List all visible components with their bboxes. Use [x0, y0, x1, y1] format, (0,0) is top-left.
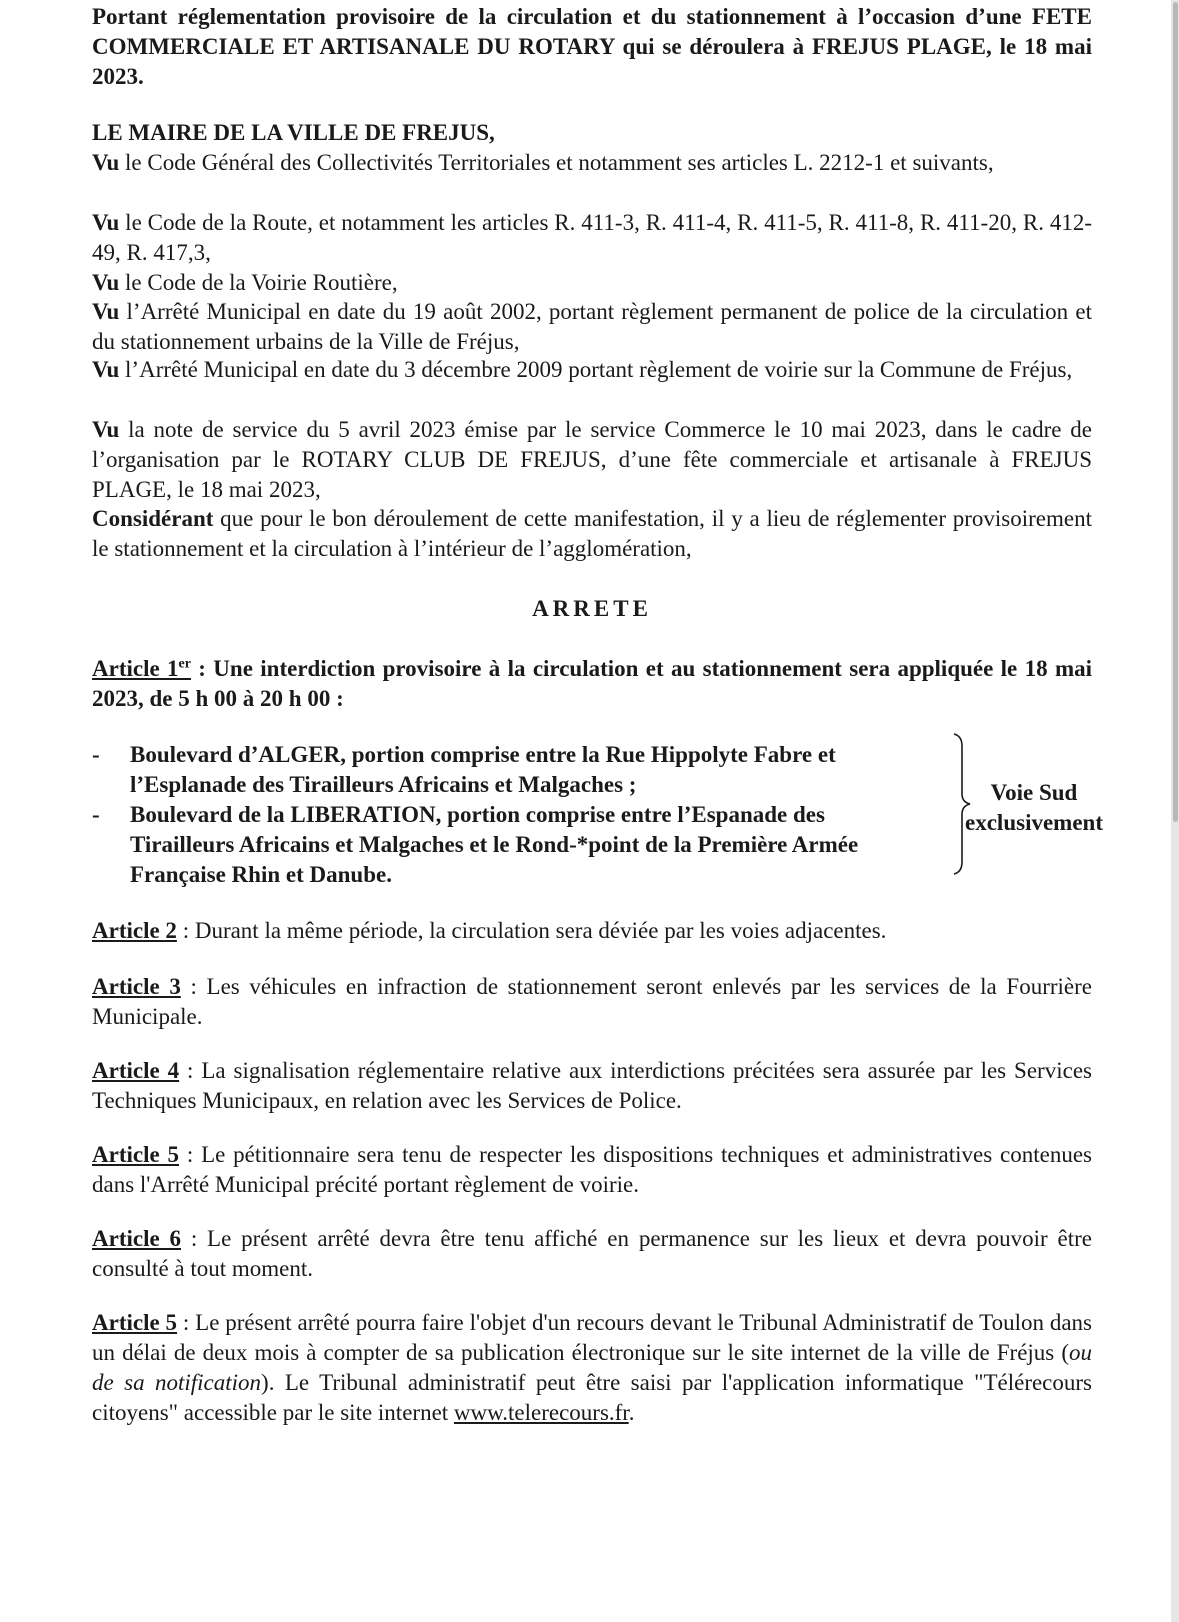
scrollbar[interactable] — [1171, 0, 1179, 1622]
mayor-heading: LE MAIRE DE LA VILLE DE FREJUS, — [92, 120, 495, 145]
article-1: Article 1er : Une interdiction provisoire à la circulation et au stationnement sera appliquée le 18 mai 2023, de 5 h 00 à 20 h 00 : — [92, 656, 1092, 711]
telerecours-link[interactable]: www.telerecours.fr — [453, 1400, 629, 1425]
vu-arrete-2009: Vu l’Arrêté Municipal en date du 3 décembre 2009 portant règlement de voirie sur la Commune de Fréjus, — [92, 357, 1073, 382]
vu-code-voirie: Vu le Code de la Voirie Routière, — [92, 270, 398, 295]
arrete-title: ARRETE — [532, 596, 652, 621]
decree-object: Portant réglementation provisoire de la circulation et du stationnement à l’occasion d’une FETE COMMERCIALE ET ARTISANALE DU ROTARY qui se déroulera à FREJUS PLAGE, le 18 mai 2023. — [92, 4, 1092, 89]
vu-code-route: Vu le Code de la Route, et notamment les articles R. 411-3, R. 411-4, R. 411-5, R. 411-8, R. 411-20, R. 412-49, R. 417,3, — [92, 210, 1092, 265]
article-recours: Article 5 : Le présent arrêté pourra faire l'objet d'un recours devant le Tribunal Administratif de Toulon dans un délai de deux mois à compter de sa publication électronique sur le site internet de la ville de Fréjus (ou de sa notification). Le Tribunal administratif peut être saisi par l'application informatique "Télérecours citoyens" accessible par le site internet www.telerecours.fr. — [92, 1310, 1093, 1425]
scrollbar-thumb[interactable] — [1173, 2, 1178, 822]
article-1-label: Article 1er — [92, 656, 191, 681]
vu-arrete-2002: Vu l’Arrêté Municipal en date du 19 août 2002, portant règlement permanent de police de la circulation et du stationnement urbains de la Ville de Fréjus, — [92, 299, 1092, 354]
article-4: Article 4 : La signalisation réglementaire relative aux interdictions précitées sera assurée par les Services Techniques Municipaux, en relation avec les Services de Police. — [92, 1058, 1092, 1113]
vu-cgct: Vu le Code Général des Collectivités Territoriales et notamment ses articles L. 2212-1 et suivants, — [92, 150, 994, 175]
article-6: Article 6 : Le présent arrêté devra être tenu affiché en permanence sur les lieux et devra pouvoir être consulté à tout moment. — [92, 1226, 1092, 1281]
vu-note-service: Vu la note de service du 5 avril 2023 émise par le service Commerce le 10 mai 2023, dans le cadre de l’organisation par le ROTARY CLUB DE FREJUS, d’une fête commerciale et artisanale à FREJUS PLAGE, le 18 mai 2023, — [92, 417, 1092, 502]
considerant: Considérant que pour le bon déroulement de cette manifestation, il y a lieu de réglementer provisoirement le stationnement et la circulation à l’intérieur de l’agglomération, — [92, 506, 1092, 561]
article-5: Article 5 : Le pétitionnaire sera tenu de respecter les dispositions techniques et administratives contenues dans l'Arrêté Municipal précité portant règlement de voirie. — [92, 1142, 1092, 1197]
article-2: Article 2 : Durant la même période, la circulation sera déviée par les voies adjacentes. — [92, 918, 887, 943]
article-3: Article 3 : Les véhicules en infraction de stationnement seront enlevés par les services de la Fourrière Municipale. — [92, 974, 1092, 1029]
brace-note: Voie Sud exclusivement — [965, 780, 1103, 835]
